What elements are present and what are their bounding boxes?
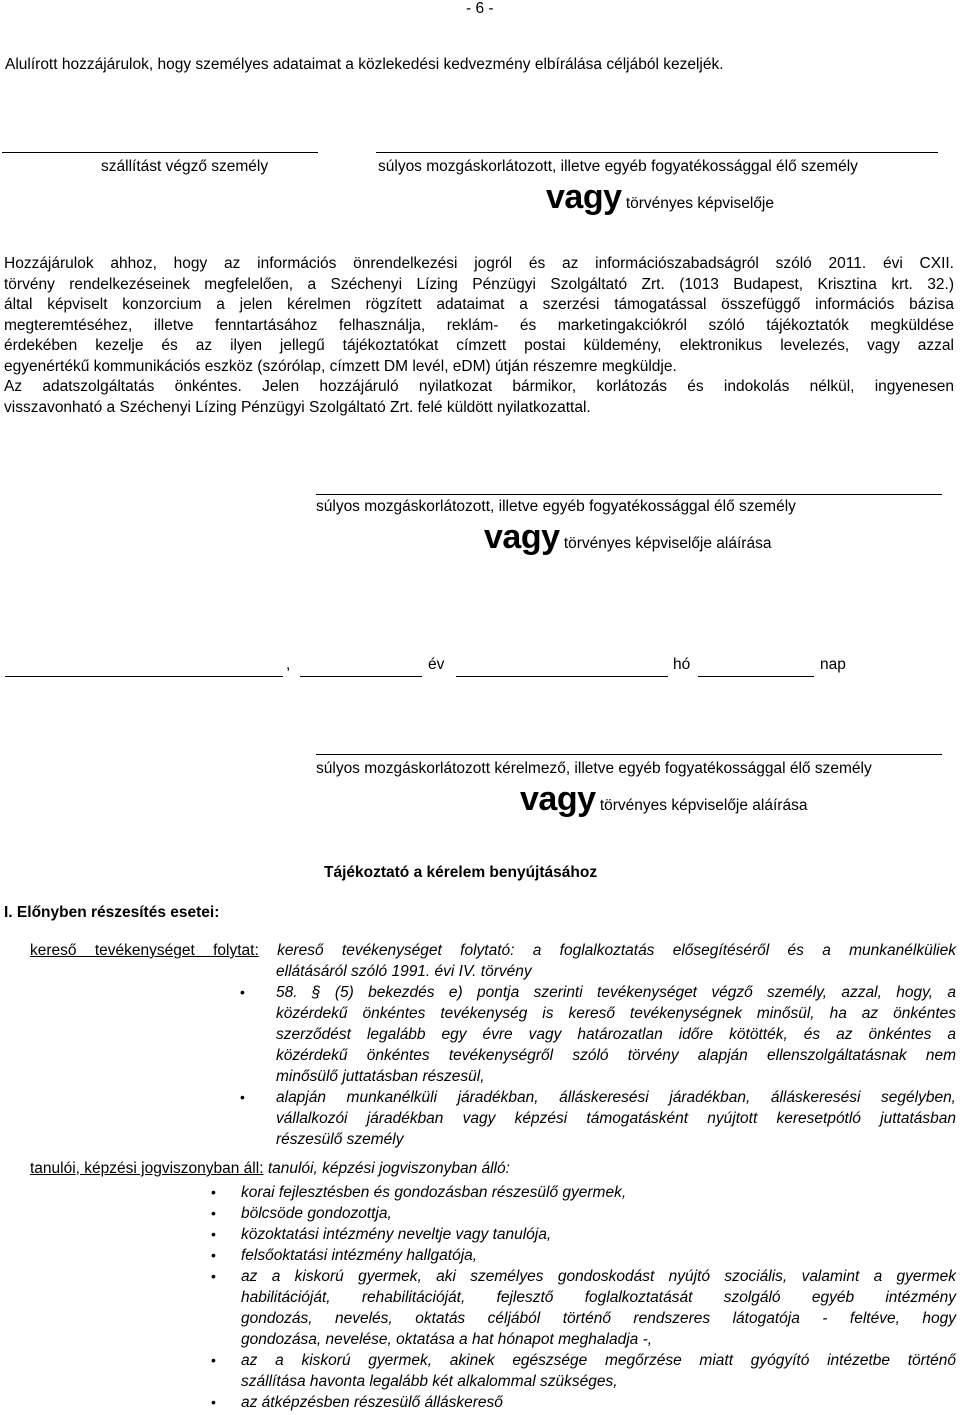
tanuloi-label: tanulói, képzési jogviszonyban áll:: [30, 1160, 264, 1177]
consent-paragraph: [4, 254, 954, 418]
info-title: Tájékoztató a kérelem benyújtásához: [324, 864, 598, 881]
list-item-line: 58. § (5) bekezdés e) pontja szerinti tevékenységet végző személy, azzal, hogy, a: [276, 984, 956, 1001]
list-item-line: bölcsöde gondozottja,: [241, 1205, 392, 1222]
day-label: nap: [820, 656, 846, 673]
list-item-line: vállalkozói járadékban vagy képzési támogatásként nyújtott keresetpótló juttatásban: [276, 1110, 956, 1127]
paragraph-line: visszavonható a Széchenyi Lízing Pénzügyi Szolgáltató Zrt. felé küldött nyilatkozattal.: [4, 398, 591, 416]
paragraph-line: Az adatszolgáltatás önkéntes. Jelen hozzájáruló nyilatkozat bármikor, korlátozás és indokolás nélkül, ingyenesen: [4, 378, 954, 395]
list-item-line: az átképzésben részesülő álláskereső: [241, 1394, 503, 1411]
list-item-line: közérdekű önkéntes tevékenység is kereső tevékenységnek minősül, ha az önkéntes: [276, 1005, 956, 1022]
date-comma: ,: [286, 656, 291, 673]
bullet-icon: •: [211, 1226, 216, 1242]
list-item-line: közoktatási intézmény neveltje vagy tanulója,: [241, 1226, 552, 1243]
list-item-line: gondozás, nevelés, oktatás céljából történő rendszeres látogatója - feltéve, hogy: [241, 1310, 956, 1327]
list-item-line: részesülő személy: [276, 1131, 404, 1148]
bullet-icon: •: [211, 1205, 216, 1221]
paragraph-line: törvény rendelkezéseinek megfelelően, a Széchenyi Lízing Pénzügyi Szolgáltató Zrt. (1013 Budapest, Krisztina krt. 32.): [4, 275, 954, 293]
paragraph-line: egyenértékű kommunikációs eszköz (szórólap, címzett DM levél, eDM) útján részemre megküldje.: [4, 357, 677, 375]
representative-signature-label: törvényes képviselője aláírása: [599, 797, 808, 814]
bullet-icon: •: [211, 1352, 216, 1368]
place-line: [5, 676, 283, 677]
representative-signature-label: törvényes képviselője aláírása: [563, 535, 772, 552]
applicant-signature-label: súlyos mozgáskorlátozott, illetve egyéb fogyatékossággal élő személy: [378, 158, 858, 175]
representative-line: [546, 178, 774, 217]
tanuloi-intro: tanulói, képzési jogviszonyban álló:: [267, 1160, 510, 1177]
consent-line: Alulírott hozzájárulok, hogy személyes adataimat a közlekedési kedvezmény elbírálása céljából kezeljék.: [5, 56, 724, 73]
list-item-line: szerződést legalább egy évre vagy határozatlan időre kötötték, és az önkéntes a: [276, 1026, 956, 1043]
list-item-line: az a kiskorú gyermek, aki személyes gondoskodást nyújtó szociális, valamint a gyermek: [241, 1268, 956, 1285]
list-item-line: minősülő juttatásban részesül,: [276, 1068, 485, 1085]
month-line: [456, 676, 668, 677]
kereso-intro: kereső tevékenységet folytató: a foglalkoztatás elősegítéséről és a munkanélküliek: [277, 942, 956, 959]
signature-2-label: súlyos mozgáskorlátozott, illetve egyéb fogyatékossággal élő személy: [316, 498, 796, 515]
list-item: [211, 1350, 956, 1392]
vagy-word: vagy: [520, 780, 596, 818]
day-line: [698, 676, 814, 677]
driver-signature-label: szállítást végző személy: [101, 158, 269, 175]
paragraph-line: által képviselt konzorcium a jelen kérelmen rögzített adataimat a szerzési támogatással összefüggő információs bázisa: [4, 296, 954, 313]
bullet-icon: •: [211, 1268, 216, 1284]
list-item-line: az a kiskorú gyermek, akinek egészsége megőrzése miatt gyógyító intézetbe történő: [241, 1352, 956, 1369]
signature-line-2: [316, 494, 942, 495]
list-item: [211, 1224, 956, 1245]
list-item: [211, 1266, 956, 1350]
year-line: [300, 676, 422, 677]
kereso-intro-2: ellátásáról szóló 1991. évi IV. törvény: [276, 963, 532, 980]
list-item: [240, 1087, 956, 1150]
signature-2-representative: [484, 518, 771, 557]
bullet-icon: •: [240, 984, 245, 1000]
list-item: [211, 1245, 956, 1266]
page-number: - 6 -: [466, 0, 494, 17]
bullet-icon: •: [211, 1184, 216, 1200]
list-item-line: felsőoktatási intézmény hallgatója,: [241, 1247, 478, 1264]
list-item: [211, 1203, 956, 1224]
month-label: hó: [673, 656, 691, 673]
signature-line-driver: [2, 152, 318, 153]
list-item: [211, 1392, 956, 1413]
list-item-line: habilitációját, rehabilitációját, fejlesztő foglalkoztatását szolgáló egyéb intézmény: [241, 1289, 956, 1306]
vagy-word: vagy: [546, 178, 622, 216]
paragraph-line: érdekében kezelje és az ilyen jellegű tájékoztatókat címzett postai küldemény, elektronikus levelezés, vagy azzal: [4, 337, 954, 354]
kereso-block: [30, 940, 956, 982]
section-1-title: I. Előnyben részesítés esetei:: [4, 904, 220, 921]
year-label: év: [428, 656, 445, 673]
tanuloi-block: [30, 1160, 510, 1178]
list-item-line: szállítása havonta legalább két alkalommal szükséges,: [241, 1373, 618, 1390]
signature-line-3: [316, 754, 942, 755]
kereso-label: kereső tevékenységet folytat:: [30, 942, 259, 959]
list-item: [211, 1182, 956, 1203]
paragraph-line: megteremtéséhez, illetve fenntartásához felhasználja, reklám- és marketingakciókról szóló tájékoztatók megküldése: [4, 316, 954, 334]
paragraph-line: Hozzájárulok ahhoz, hogy az információs önrendelkezési jogról és az információszabadságról szóló 2011. évi CXII.: [4, 255, 954, 272]
tanuloi-list: [211, 1182, 956, 1413]
kereso-list: [240, 982, 956, 1150]
bullet-icon: •: [240, 1089, 245, 1105]
bullet-icon: •: [211, 1247, 216, 1263]
representative-label: törvényes képviselője: [625, 195, 775, 212]
signature-line-applicant: [376, 152, 938, 153]
signature-3-label: súlyos mozgáskorlátozott kérelmező, illetve egyéb fogyatékossággal élő személy: [316, 760, 872, 777]
bullet-icon: •: [211, 1394, 216, 1410]
vagy-word: vagy: [484, 518, 560, 556]
list-item-line: korai fejlesztésben és gondozásban részesülő gyermek,: [241, 1184, 627, 1201]
signature-3-representative: [520, 780, 807, 819]
list-item-line: közérdekű önkéntes tevékenységről szóló törvény alapján ellenszolgáltatásnak nem: [276, 1047, 956, 1064]
list-item: [240, 982, 956, 1087]
list-item-line: alapján munkanélküli járadékban, álláskeresési járadékban, álláskeresési segélyben,: [276, 1089, 956, 1106]
list-item-line: gondozása, nevelése, oktatása a hat hónapot meghaladja -,: [241, 1331, 653, 1348]
